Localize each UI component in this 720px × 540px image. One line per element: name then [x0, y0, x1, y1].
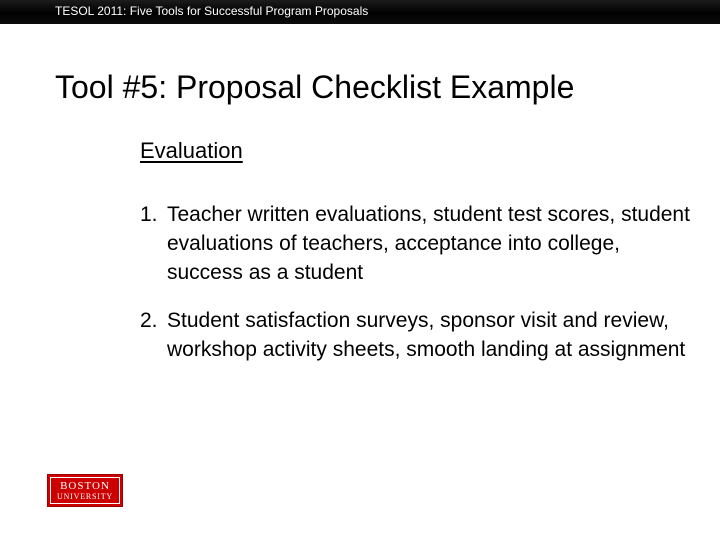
slide-content [140, 136, 700, 383]
logo-text-line1: BOSTON [60, 479, 110, 492]
item-number: 1. [140, 203, 158, 226]
checklist-item [140, 200, 700, 287]
item-number: 2. [140, 309, 158, 332]
boston-university-logo [47, 474, 123, 507]
item-text: Teacher written evaluations, student test scores, student evaluations of teachers, acceptance into college, success as a student [167, 203, 690, 284]
logo-text-line2: UNIVERSITY [57, 491, 113, 501]
section-heading: Evaluation [140, 138, 243, 163]
item-text: Student satisfaction surveys, sponsor visit and review, workshop activity sheets, smooth landing at assignment [167, 309, 686, 361]
checklist [140, 200, 700, 364]
checklist-item [140, 306, 700, 364]
logo-border [50, 477, 120, 504]
header-text: TESOL 2011: Five Tools for Successful Program Proposals [55, 4, 369, 18]
slide-title: Tool #5: Proposal Checklist Example [55, 69, 575, 105]
header-bar [0, 0, 720, 24]
